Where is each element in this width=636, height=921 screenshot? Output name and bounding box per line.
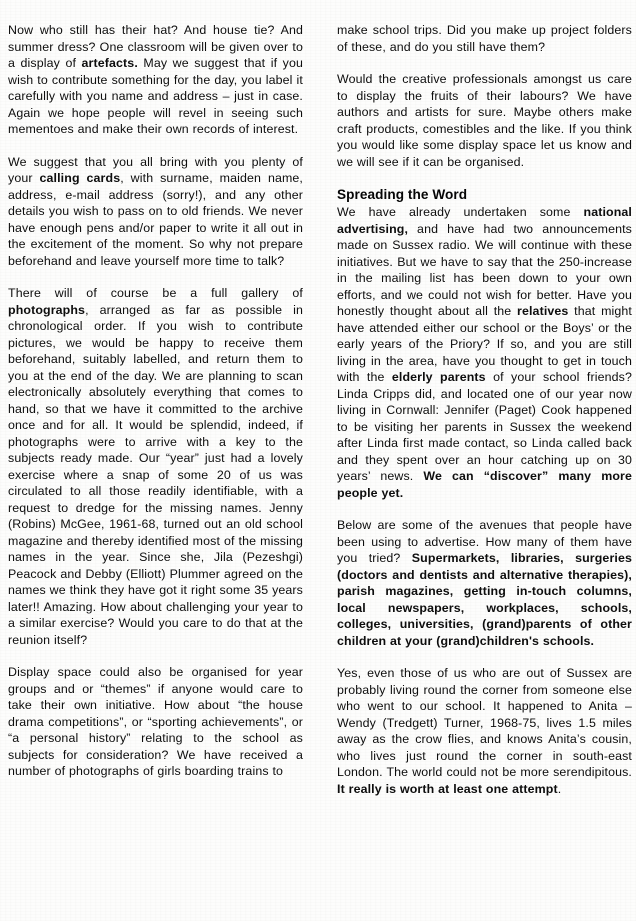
paragraph-display-space: [8, 664, 303, 780]
text-run: We have already undertaken some: [337, 205, 584, 219]
left-text-column: [8, 22, 303, 813]
paragraph-photographs: [8, 285, 303, 648]
paragraph-artefacts: [8, 22, 303, 138]
text-run: , with surname, maiden name, address, e-mail address (sorry!), and any other details you wish to pass on to old friends. We never have enough pens and/or paper to write it all out in the excitement of the moment. So why not prepare beforehand and leave yourself more time to talk?: [8, 171, 303, 268]
text-run: make school trips. Did you make up project folders of these, and do you still have them?: [337, 23, 632, 54]
emphasis-run: photographs: [8, 302, 86, 317]
text-run: and have had two announcements made on Sussex radio. We will continue with these initiatives. But we have to say that the 250-increase in the mailing list has been down to your own efforts, and we could not wish for better. Have you honestly thought about all the: [337, 221, 632, 318]
section-heading-spreading-the-word: Spreading the Word: [337, 187, 468, 202]
text-run: that might have attended either our school or the Boys’ or the early years of the Priory? If so, and you are still living in the area, have you thought to get in touch with the: [337, 304, 632, 384]
emphasis-run: We can “discover” many more people yet.: [337, 469, 632, 500]
emphasis-run: artefacts.: [81, 56, 138, 70]
emphasis-run: national advertising,: [337, 205, 632, 236]
emphasis-run: It really is worth at least one attempt: [337, 781, 558, 796]
text-run: May we suggest that if you wish to contribute something for the day, you label it carefully with you name and address – just in case. Again we hope people will revel in seeing such mementoes and make their own records of interest.: [8, 56, 303, 136]
text-run: Now who still has their hat? And house tie? And summer dress? One classroom will be given over to a display of: [8, 23, 303, 70]
right-text-column: [337, 22, 632, 813]
paragraph-calling-cards: [8, 154, 303, 270]
emphasis-run: relatives: [517, 304, 569, 318]
paragraph-serendipity: [337, 665, 632, 797]
emphasis-run: elderly parents: [391, 370, 486, 384]
emphasis-run: calling cards: [39, 171, 121, 185]
emphasis-run: Supermarkets, libraries, surgeries (doctors and dentists and alternative therapies), parish magazines, getting in-touch columns, local newspapers, workplaces, schools, colleges, universities, (grand)parents of other children at your (grand)children's schools.: [337, 551, 632, 648]
paragraph-school-trips-continued: [337, 22, 632, 55]
text-run: We suggest that you all bring with you plenty of your: [8, 154, 303, 185]
text-run: Yes, even those of us who are out of Sussex are probably living round the corner from someone else who went to our school. It happened to Anita – Wendy (Tredgett) Turner, 1968-75, lives 1.5 miles away as the crow flies, and knows Anita’s cousin, who lives just round the corner in south-east London. The world could not be more serendipitous.: [337, 666, 632, 779]
paragraph-avenues-to-advertise: [337, 517, 632, 649]
two-column-text-body: [0, 22, 636, 813]
text-run: Below are some of the avenues that people have been using to advertise. How many of them have you tried?: [337, 518, 632, 565]
text-run: of your school friends? Linda Cripps did, and located one of our year now living in Cornwall: Jennifer (Paget) Cook happened to be visiting her parents in Sussex the weekend after Linda first made contact, so Linda called back and they spent over an hour catching up on 30 years’ news.: [337, 370, 632, 483]
text-run: Would the creative professionals amongst us care to display the fruits of their labours? We have authors and artists for sure. Maybe others make craft products, comestibles and the like. If you think you would like some display space let us know and we will see if it can be organised.: [337, 72, 632, 169]
paragraph-creative-professionals: [337, 71, 632, 170]
text-run: , arranged as far as possible in chronological order. If you wish to contribute pictures, we would be happy to receive them beforehand, suitably labelled, and return them to you at the end of the day. We are planning to scan electronically absolutely everything that comes to hand, so that we have it committed to the archive once and for all. It would be splendid, indeed, if photographs were to arrive with a key to the subjects ready made. Our “year” just had a lovely exercise where a snap of some 20 of us was circulated to all those readily identifiable, with a request to dredge for the missing names. Jenny (Robins) McGee, 1961-68, turned out an old school magazine and thereby identified most of the missing names in the year. Since she, Jila (Pezeshgi) Peacock and Debby (Elliott) Plummer agreed on the names we think they have got it right some 35 years later!! Amazing. How about challenging your year to a similar exercise? Would you care to do that at the reunion itself?: [8, 302, 303, 647]
text-run: Display space could also be organised for year groups and or “themes” if anyone would care to take their own initiative. How about “the house drama competitions”, or “sporting achievements”, or “a personal history” relating to the school as subjects for consideration? We have received a number of photographs of girls boarding trains to: [8, 665, 303, 778]
text-run: .: [557, 781, 562, 796]
text-run: There will of course be a full gallery of: [8, 286, 303, 300]
paragraph-national-advertising: [337, 204, 632, 501]
